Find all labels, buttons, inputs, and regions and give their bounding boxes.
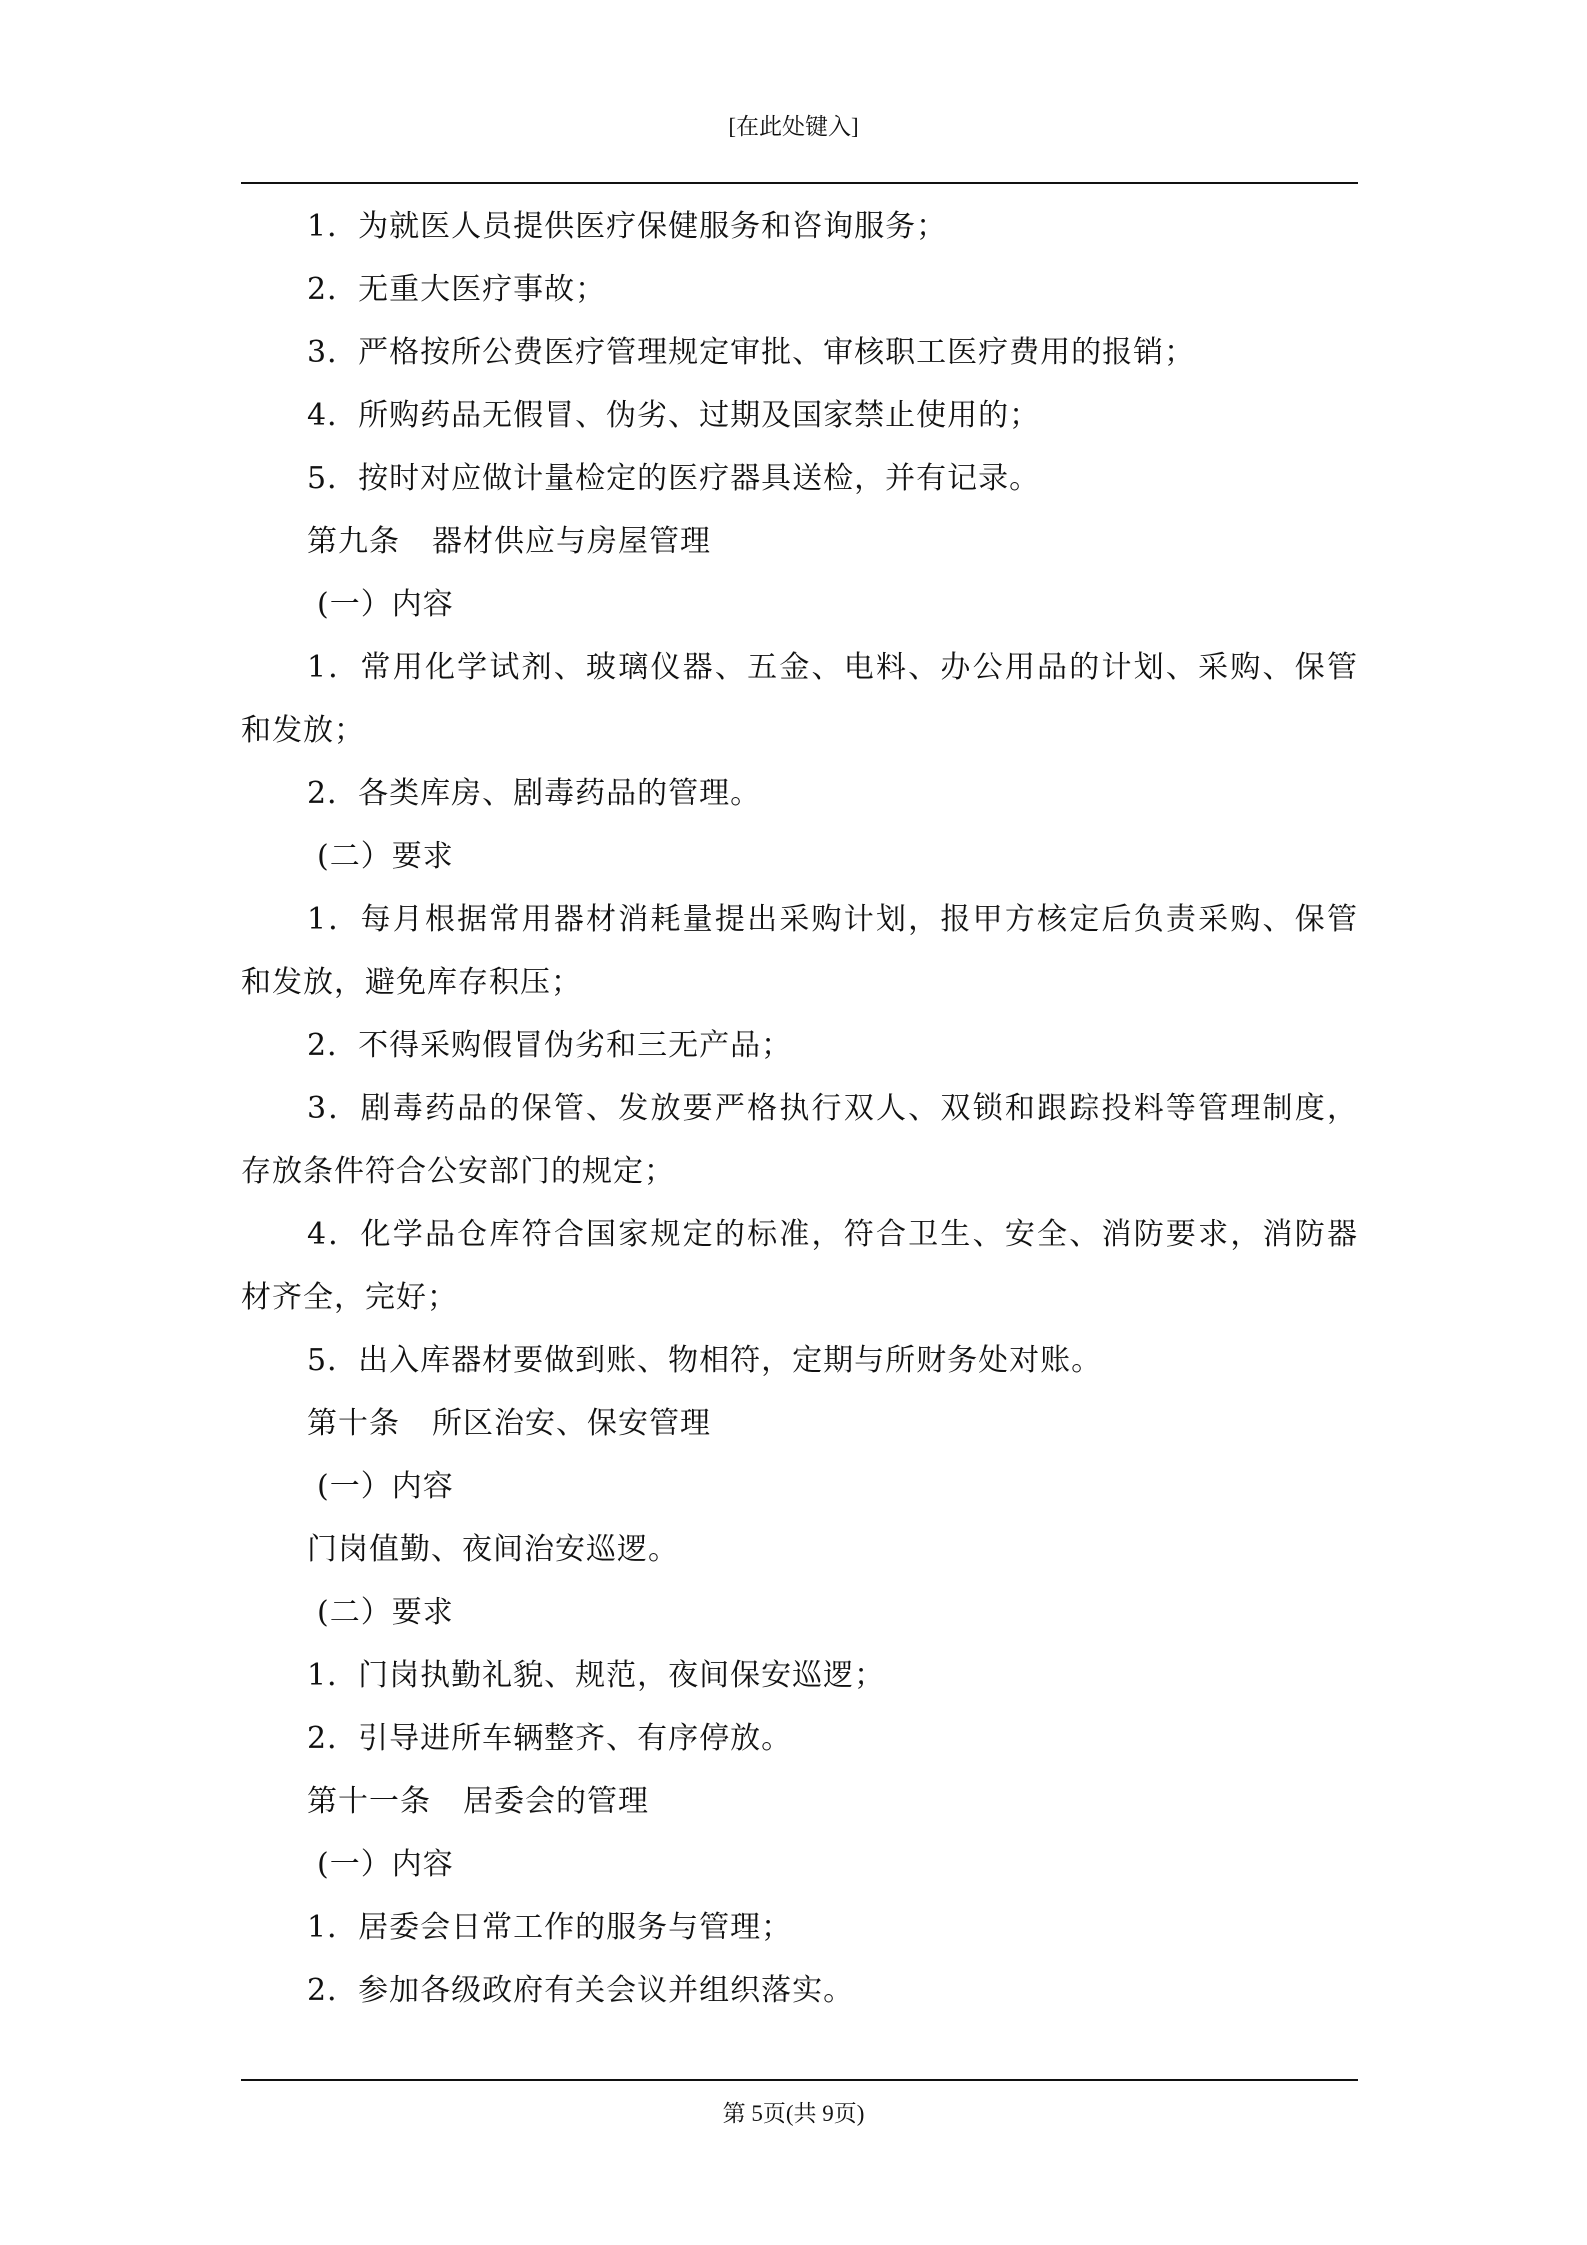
header-divider	[241, 182, 1358, 184]
list-item-continuation: 材齐全，完好；	[241, 1280, 458, 1315]
footer-divider	[241, 2079, 1358, 2081]
article-title: 器材供应与房屋管理	[432, 524, 711, 559]
list-item: 2．无重大医疗事故；	[307, 272, 607, 307]
list-item: 2．引导进所车辆整齐、有序停放。	[307, 1721, 793, 1756]
section-heading: (一）内容	[317, 1469, 454, 1504]
list-item-continuation: 存放条件符合公安部门的规定；	[241, 1154, 675, 1189]
article-number: 第十一条	[307, 1784, 431, 1819]
list-item: 1．居委会日常工作的服务与管理；	[307, 1910, 793, 1945]
article-title: 居委会的管理	[463, 1784, 649, 1819]
list-item: 1．常用化学试剂、玻璃仪器、五金、电料、办公用品的计划、采购、保管	[307, 650, 1358, 685]
paragraph: 门岗值勤、夜间治安巡逻。	[307, 1532, 679, 1567]
list-item: 1．为就医人员提供医疗保健服务和咨询服务；	[307, 209, 948, 244]
list-item: 3．严格按所公费医疗管理规定审批、审核职工医疗费用的报销；	[307, 335, 1196, 370]
page-footer: 第 5页(共 9页)	[722, 2101, 865, 2126]
list-item: 3．剧毒药品的保管、发放要严格执行双人、双锁和跟踪投料等管理制度，	[307, 1091, 1358, 1126]
article-number: 第九条	[307, 524, 400, 559]
list-item: 1．每月根据常用器材消耗量提出采购计划，报甲方核定后负责采购、保管	[307, 902, 1358, 937]
list-item: 4．所购药品无假冒、伪劣、过期及国家禁止使用的；	[307, 398, 1041, 433]
section-heading: (二）要求	[317, 839, 454, 874]
article-heading-9	[241, 510, 1358, 573]
list-item: 2．参加各级政府有关会议并组织落实。	[307, 1973, 855, 2008]
article-number: 第十条	[307, 1406, 400, 1441]
section-heading: (二）要求	[317, 1595, 454, 1630]
list-item-continuation: 和发放，避免库存积压；	[241, 965, 582, 1000]
section-heading: (一）内容	[317, 1847, 454, 1882]
list-item: 4．化学品仓库符合国家规定的标准，符合卫生、安全、消防要求，消防器	[307, 1217, 1358, 1252]
list-item: 2．不得采购假冒伪劣和三无产品；	[307, 1028, 793, 1063]
list-item: 5．出入库器材要做到账、物相符，定期与所财务处对账。	[307, 1343, 1103, 1378]
list-item: 5．按时对应做计量检定的医疗器具送检，并有记录。	[307, 461, 1041, 496]
document-body	[241, 195, 1358, 2022]
page-header: [在此处键入]	[728, 114, 859, 139]
list-item: 1．门岗执勤礼貌、规范，夜间保安巡逻；	[307, 1658, 886, 1693]
section-heading: (一）内容	[317, 587, 454, 622]
article-heading-10	[241, 1392, 1358, 1455]
list-item-continuation: 和发放；	[241, 713, 365, 748]
article-heading-11	[241, 1770, 1358, 1833]
article-title: 所区治安、保安管理	[432, 1406, 711, 1441]
list-item: 2．各类库房、剧毒药品的管理。	[307, 776, 762, 811]
